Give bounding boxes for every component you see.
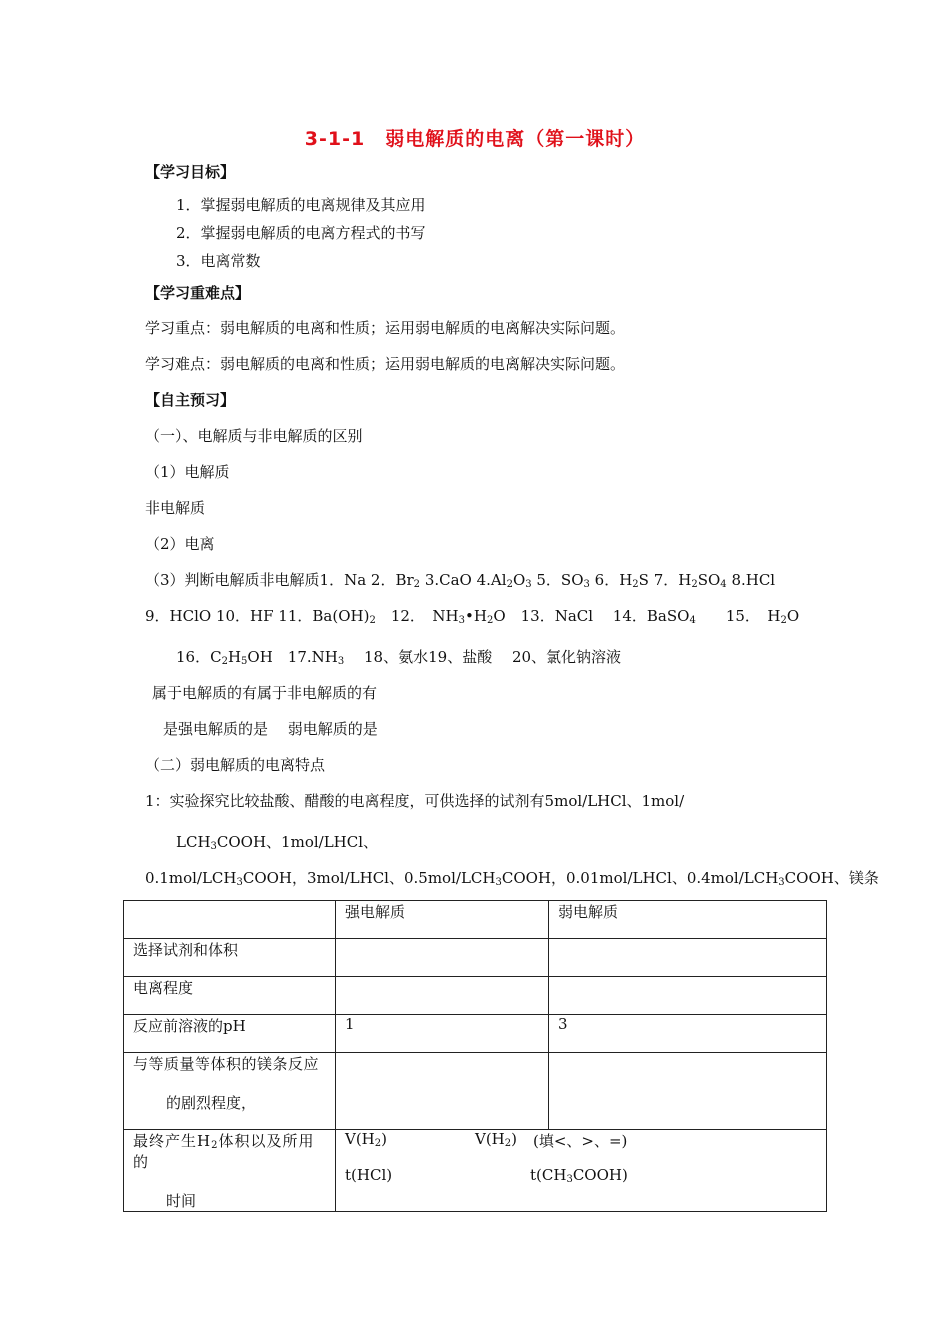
objective-item-1: 1．掌握弱电解质的电离规律及其应用 xyxy=(176,196,426,214)
key-points-heading: 【学习重难点】 xyxy=(145,284,251,302)
preview-heading: 【自主预习】 xyxy=(145,391,236,409)
table-header-cell: 弱电解质 xyxy=(549,901,827,939)
fill-hint: (填<、>、=) xyxy=(533,1132,628,1150)
question-2: （2）电离 xyxy=(145,535,215,553)
row-label: 反应前溶液的pH xyxy=(124,1015,336,1053)
mg-label-line-1: 与等质量等体积的镁条反应 xyxy=(133,1055,320,1073)
table-header-cell xyxy=(124,901,336,939)
part1-title: （一）、电解质与非电解质的区别 xyxy=(145,427,363,445)
h2-label-line-1: 最终产生$H_2$体积以及所用的 xyxy=(133,1132,315,1171)
question-1: （1）电解质 xyxy=(145,463,230,481)
mg-label-line-2: 的剧烈程度， xyxy=(166,1094,257,1112)
v-h2-strong: $V(H_2)$ xyxy=(345,1130,387,1149)
weak-cell[interactable] xyxy=(549,977,827,1015)
table-row xyxy=(124,977,827,1015)
weak-cell: 3 xyxy=(549,1015,827,1053)
table-header-cell: 强电解质 xyxy=(336,901,549,939)
row-label xyxy=(124,1053,336,1130)
comparison-table xyxy=(123,900,827,1212)
table-row xyxy=(124,1053,827,1130)
table-row xyxy=(124,1130,827,1212)
experiment-line-2: $LCH_3COOH$、1mol/LHCl、 xyxy=(176,833,379,852)
strong-weak-line: 是强电解质的是 弱电解质的是 xyxy=(163,720,378,738)
table-row xyxy=(124,939,827,977)
h2-compare-cell xyxy=(336,1130,827,1212)
page-title: 3-1-1 弱电解质的电离（第一课时） xyxy=(304,128,646,150)
row-label: 电离程度 xyxy=(124,977,336,1015)
t-ch3cooh: $t(CH_3COOH)$ xyxy=(530,1166,628,1185)
row-label: 选择试剂和体积 xyxy=(124,939,336,977)
question-3-line-1: （3）判断电解质非电解质1．Na 2．$Br_2$ 3.CaO $4.Al_2O_3$ 5．$SO_3$ 6．$H_2S$ 7．$H_2SO_4$ 8.HCl xyxy=(145,571,776,590)
strong-cell[interactable] xyxy=(336,1053,549,1130)
strong-cell[interactable] xyxy=(336,977,549,1015)
question-3-line-3: 16．$C_2H_5OH$ $17.NH_3$ 18、氨水19、盐酸 20、氯化钠溶液 xyxy=(176,648,622,667)
key-point-focus: 学习重点：弱电解质的电离和性质；运用弱电解质的电离解决实际问题。 xyxy=(145,319,626,337)
objective-item-2: 2．掌握弱电解质的电离方程式的书写 xyxy=(176,224,426,242)
part2-title: （二）弱电解质的电离特点 xyxy=(145,756,326,774)
t-hcl: t(HCl) xyxy=(345,1166,393,1184)
table-header-row xyxy=(124,901,827,939)
experiment-line-3: $0.1mol/LCH_3COOH$，3mol/LHCl、$0.5mol/LCH_3COOH$，0.01mol/LHCl、$0.4mol/LCH_3COOH$、镁条 xyxy=(145,869,879,888)
question-3-line-2: 9．HClO 10．HF 11．$Ba(OH)_2$ 12． $NH_3•H_2O$ 13．NaCl 14．BaSO$_4$ 15． $H_2O$ xyxy=(145,607,800,626)
objectives-heading: 【学习目标】 xyxy=(145,163,236,181)
table-row xyxy=(124,1015,827,1053)
v-h2-weak: $V(H_2)$ xyxy=(475,1130,517,1149)
question-1b: 非电解质 xyxy=(145,499,206,517)
classification-line: 属于电解质的有属于非电解质的有 xyxy=(152,684,378,702)
objective-item-3: 3．电离常数 xyxy=(176,252,261,270)
h2-label-line-2: 时间 xyxy=(166,1192,197,1210)
strong-cell[interactable] xyxy=(336,939,549,977)
row-label xyxy=(124,1130,336,1212)
experiment-line-1: 1：实验探究比较盐酸、醋酸的电离程度，可供选择的试剂有5mol/LHCl、1mol/ xyxy=(145,792,685,810)
weak-cell[interactable] xyxy=(549,939,827,977)
weak-cell[interactable] xyxy=(549,1053,827,1130)
strong-cell: 1 xyxy=(336,1015,549,1053)
question-3-prefix: （3）判断电解质非电解质 xyxy=(145,571,320,589)
key-point-difficulty: 学习难点：弱电解质的电离和性质；运用弱电解质的电离解决实际问题。 xyxy=(145,355,626,373)
